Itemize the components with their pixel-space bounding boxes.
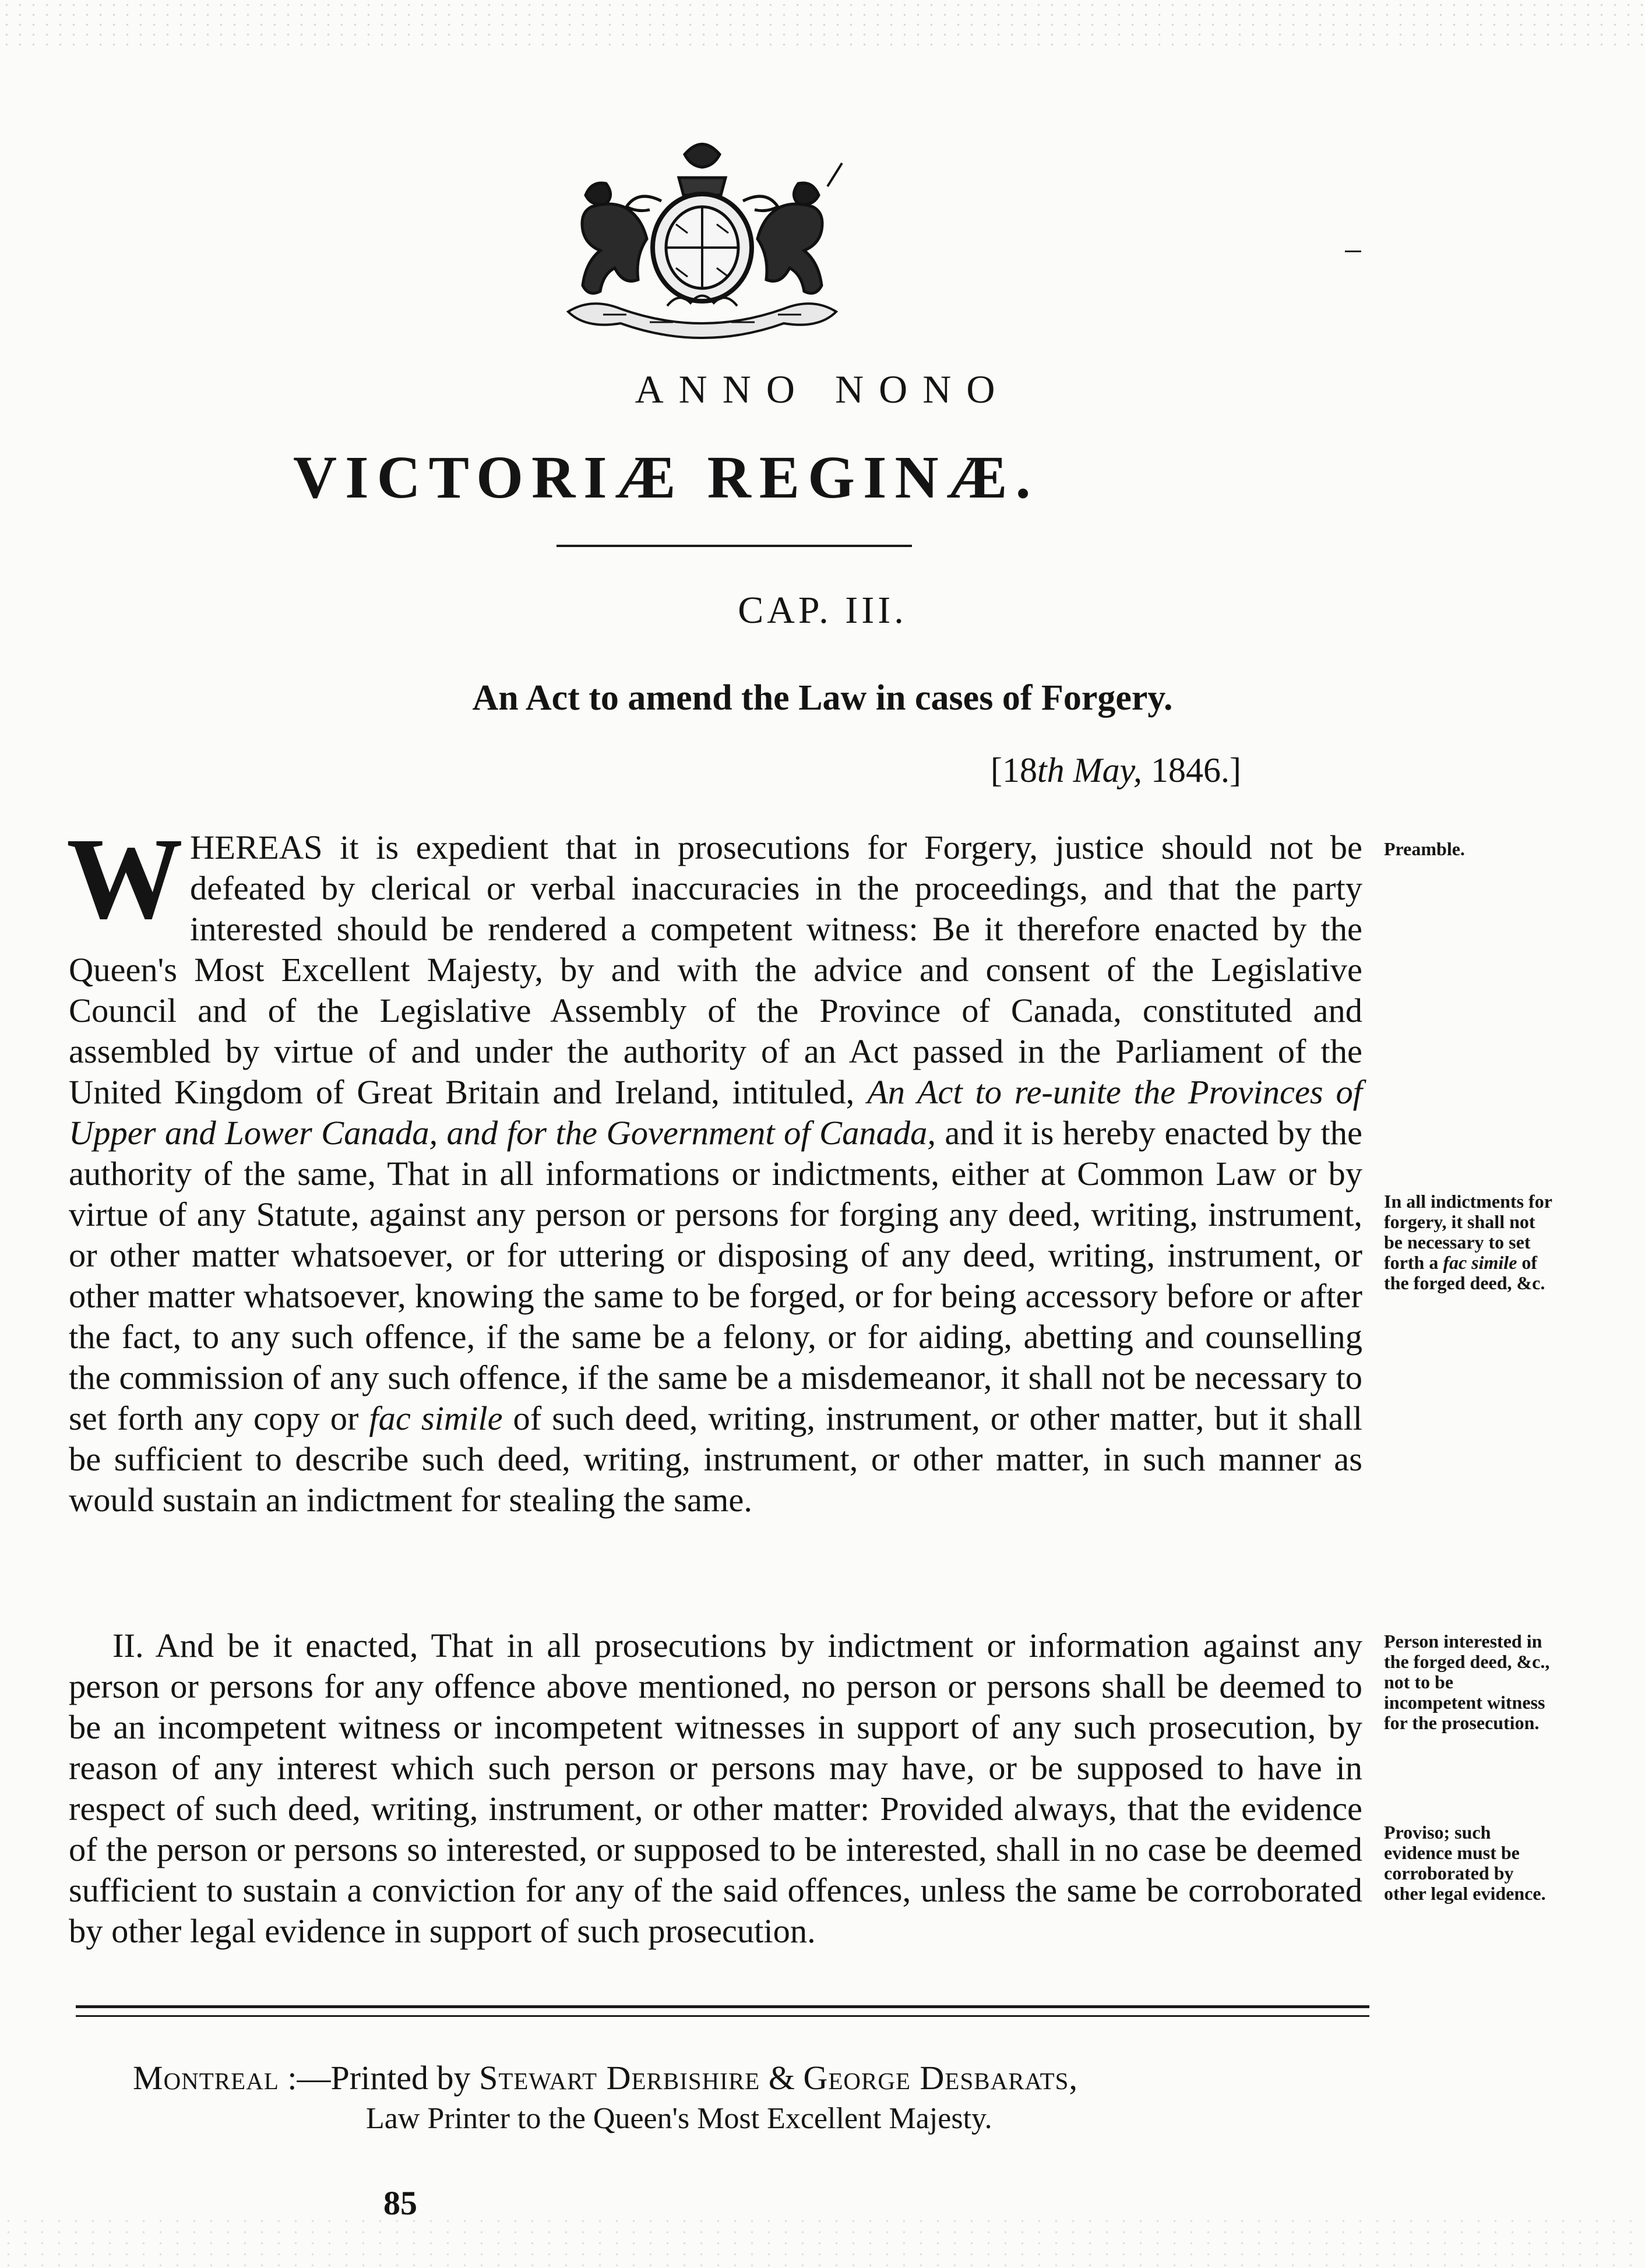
scan-noise-bottom	[0, 2216, 1645, 2268]
preamble-text-start: HEREAS it is expedient that in prosecutions for Forgery, justice should not be defeated by clerical or verbal inaccuracies in the proceedings, and that the party interested should be rendered a competent witness: Be it therefore enacted by the Queen's Most Excellent Majesty, by and with the advice and consent of the Legislative Council and of the Legislative Assembly of the Province of Canada, constituted and assembled by virtue of and under the authority of an Act passed in the Parliament of the United Kingdom of Great Britain and Ireland, intituled,	[69, 828, 1362, 1111]
margin-note-proviso: Proviso; such evidence must be corroborated by other legal evidence.	[1384, 1822, 1546, 1904]
footer-divider	[76, 2005, 1369, 2017]
drop-cap: W	[66, 814, 183, 943]
regnal-year-line: ANNO NONO	[635, 367, 1010, 411]
page-number: 85	[383, 2184, 417, 2222]
imprint-line-2: Law Printer to the Queen's Most Excellent Majesty.	[366, 2102, 992, 2135]
section-2-paragraph: II. And be it enacted, That in all prosecutions by indictment or information against any person or persons for any offence above mentioned, no person or persons shall be deemed to be an incompetent witness or incompetent witnesses in support of any such prosecution, by reason of any interest which such person or persons may have, or be supposed to have in respect of such deed, writing, instrument, or other matter: Provided always, that the evidence of the person or persons so interested, or supposed to be interested, shall in no case be deemed sufficient to sustain a conviction for any of the said offences, unless the same be corroborated by other legal evidence in support of such prosecution.	[69, 1627, 1362, 1950]
margin-note-person-interested: Person interested in the forged deed, &c., not to be incompetent witness for the prosecution.	[1384, 1631, 1550, 1733]
fac-simile-term: fac simile	[369, 1399, 503, 1437]
act-title: An Act to amend the Law in cases of Forgery.	[472, 678, 1173, 718]
regnal-title: VICTORIÆ REGINÆ.	[293, 444, 1039, 511]
margin-note-indictments: In all indictments for forgery, it shall not be necessary to set forth a fac simile of the forged deed, &c.	[1384, 1191, 1552, 1293]
imprint-line-1: Montreal :—Printed by Stewart Derbishire & George Desbarats,	[133, 2059, 1078, 2097]
cited-act-title: An Act to re-unite the Provinces of Upper and Lower Canada, and for the Government of Canada,	[69, 1073, 1362, 1152]
preamble-text-end: of such deed, writing, instrument, or other matter, but it shall be sufficient to describe such deed, writing, instrument, or other matter, in such manner as would sustain an indictment for stealing the same.	[69, 1399, 1362, 1519]
stray-mark	[1345, 251, 1361, 252]
scan-noise-top	[0, 0, 1645, 47]
assent-date: [18th May, 1846.]	[991, 751, 1241, 789]
margin-note-preamble: Preamble.	[1384, 838, 1465, 859]
chapter-number: CAP. III.	[738, 589, 907, 632]
preamble-text-mid: and it is hereby enacted by the authority of the same, That in all informations or indictments, either at Common Law or by virtue of any Statute, against any person or persons for forging any deed, writing, instrument, or other matter whatsoever, or for uttering or disposing of any deed, writing, instrument, or other matter whatsoever, knowing the same to be forged, or for being accessory before or after the fact, to any such offence, if the same be a felony, or for aiding, abetting and counselling the commission of any such offence, if the same be a misdemeanor, it shall not be necessary to set forth any copy or	[69, 1114, 1362, 1437]
title-divider	[556, 545, 912, 547]
royal-coat-of-arms-icon	[516, 137, 889, 347]
preamble-paragraph	[66, 814, 1362, 1521]
